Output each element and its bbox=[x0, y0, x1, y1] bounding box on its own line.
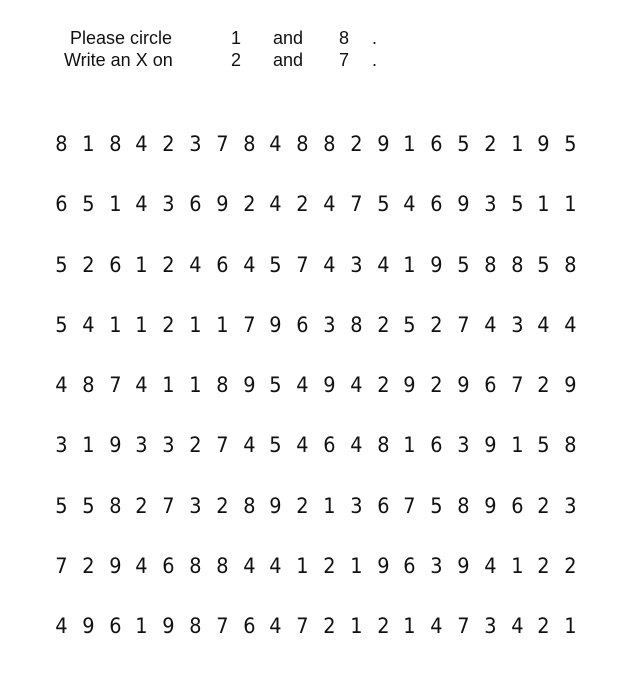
grid-digit[interactable]: 3 bbox=[483, 614, 497, 639]
grid-digit[interactable]: 9 bbox=[403, 373, 416, 398]
grid-digit[interactable]: 2 bbox=[135, 493, 148, 518]
grid-digit[interactable]: 9 bbox=[457, 554, 470, 579]
grid-digit[interactable]: 8 bbox=[376, 433, 390, 458]
grid-digit[interactable]: 1 bbox=[135, 252, 148, 277]
grid-row bbox=[48, 251, 588, 311]
target-number: 2 bbox=[231, 50, 242, 70]
grid-digit[interactable]: 8 bbox=[108, 132, 122, 156]
grid-digit[interactable]: 4 bbox=[483, 554, 497, 579]
grid-digit[interactable]: 8 bbox=[242, 493, 256, 518]
grid-digit[interactable]: 5 bbox=[82, 493, 95, 518]
grid-digit[interactable]: 7 bbox=[242, 312, 256, 337]
grid-digit[interactable]: 2 bbox=[162, 132, 175, 156]
grid-digit[interactable]: 4 bbox=[323, 192, 336, 217]
grid-digit[interactable]: 9 bbox=[483, 493, 497, 518]
grid-digit[interactable]: 4 bbox=[296, 373, 309, 398]
grid-digit[interactable]: 4 bbox=[189, 252, 202, 277]
grid-digit[interactable]: 1 bbox=[350, 614, 363, 639]
grid-digit[interactable]: 7 bbox=[216, 132, 229, 156]
grid-digit[interactable]: 1 bbox=[323, 493, 336, 518]
grid-digit[interactable]: 9 bbox=[457, 192, 470, 217]
grid-digit[interactable]: 1 bbox=[135, 312, 148, 337]
grid-digit[interactable]: 6 bbox=[376, 493, 390, 518]
grid-digit[interactable]: 4 bbox=[403, 192, 416, 217]
grid-digit[interactable]: 4 bbox=[135, 132, 148, 156]
grid-digit[interactable]: 2 bbox=[350, 132, 363, 156]
grid-digit[interactable]: 8 bbox=[82, 373, 95, 398]
grid-digit[interactable]: 2 bbox=[162, 312, 175, 337]
grid-digit[interactable]: 1 bbox=[296, 554, 309, 579]
grid-digit[interactable]: 4 bbox=[430, 614, 443, 639]
grid-digit[interactable]: 4 bbox=[269, 132, 282, 156]
grid-digit[interactable]: 1 bbox=[82, 433, 95, 458]
grid-digit[interactable]: 7 bbox=[457, 312, 470, 337]
grid-digit[interactable]: 5 bbox=[510, 192, 524, 217]
grid-row bbox=[48, 492, 588, 552]
grid-digit[interactable]: 9 bbox=[376, 132, 390, 156]
grid-digit[interactable]: 9 bbox=[483, 433, 497, 458]
grid-digit[interactable]: 8 bbox=[564, 433, 577, 458]
grid-digit[interactable]: 4 bbox=[269, 554, 282, 579]
grid-digit[interactable]: 6 bbox=[483, 373, 497, 398]
grid-digit[interactable]: 5 bbox=[537, 252, 550, 277]
grid-digit[interactable]: 1 bbox=[403, 433, 416, 458]
grid-digit[interactable]: 2 bbox=[376, 614, 390, 639]
grid-digit[interactable]: 1 bbox=[510, 433, 524, 458]
grid-digit[interactable]: 2 bbox=[323, 554, 336, 579]
grid-digit[interactable]: 3 bbox=[510, 312, 524, 337]
grid-digit[interactable]: 5 bbox=[269, 373, 282, 398]
grid-row bbox=[48, 612, 588, 672]
grid-digit[interactable]: 6 bbox=[403, 554, 416, 579]
instruction-label: Write an X on bbox=[64, 50, 173, 70]
grid-digit[interactable]: 3 bbox=[135, 433, 148, 458]
grid-digit[interactable]: 9 bbox=[242, 373, 256, 398]
grid-digit[interactable]: 5 bbox=[55, 252, 68, 277]
grid-digit[interactable]: 2 bbox=[296, 493, 309, 518]
grid-digit[interactable]: 4 bbox=[350, 433, 363, 458]
grid-digit[interactable]: 5 bbox=[403, 312, 416, 337]
instructions bbox=[64, 27, 404, 71]
grid-digit[interactable]: 9 bbox=[376, 554, 390, 579]
grid-digit[interactable]: 4 bbox=[82, 312, 95, 337]
grid-digit[interactable]: 3 bbox=[323, 312, 336, 337]
grid-digit[interactable]: 4 bbox=[510, 614, 524, 639]
grid-digit[interactable]: 4 bbox=[537, 312, 550, 337]
grid-digit[interactable]: 6 bbox=[55, 192, 68, 217]
grid-digit[interactable]: 8 bbox=[350, 312, 363, 337]
grid-digit[interactable]: 7 bbox=[108, 373, 122, 398]
grid-digit[interactable]: 6 bbox=[430, 192, 443, 217]
grid-digit[interactable]: 4 bbox=[376, 252, 390, 277]
grid-digit[interactable]: 8 bbox=[189, 614, 202, 639]
target-number: 1 bbox=[231, 28, 242, 48]
grid-row bbox=[48, 371, 588, 431]
grid-digit[interactable]: 2 bbox=[162, 252, 175, 277]
grid-digit[interactable]: 9 bbox=[269, 493, 282, 518]
grid-digit[interactable]: 3 bbox=[350, 493, 363, 518]
grid-digit[interactable]: 1 bbox=[510, 554, 524, 579]
grid-digit[interactable]: 1 bbox=[403, 614, 416, 639]
grid-digit[interactable]: 4 bbox=[135, 554, 148, 579]
grid-digit[interactable]: 1 bbox=[510, 132, 524, 156]
grid-digit[interactable]: 5 bbox=[564, 132, 577, 156]
instruction-circle bbox=[64, 27, 404, 49]
grid-digit[interactable]: 8 bbox=[216, 554, 229, 579]
grid-digit[interactable]: 1 bbox=[216, 312, 229, 337]
grid-digit[interactable]: 8 bbox=[108, 493, 122, 518]
grid-digit[interactable]: 8 bbox=[457, 493, 470, 518]
target-number: 8 bbox=[339, 28, 350, 48]
grid-digit[interactable]: 7 bbox=[296, 252, 309, 277]
grid-digit[interactable]: 2 bbox=[537, 554, 550, 579]
grid-row bbox=[48, 431, 588, 491]
grid-digit[interactable]: 9 bbox=[430, 252, 443, 277]
grid-digit[interactable]: 6 bbox=[162, 554, 175, 579]
grid-digit[interactable]: 4 bbox=[55, 373, 68, 398]
grid-digit[interactable]: 5 bbox=[269, 433, 282, 458]
grid-digit[interactable]: 6 bbox=[189, 192, 202, 217]
grid-digit[interactable]: 4 bbox=[296, 433, 309, 458]
grid-digit[interactable]: 9 bbox=[457, 373, 470, 398]
grid-digit[interactable]: 4 bbox=[135, 192, 148, 217]
grid-digit[interactable]: 6 bbox=[108, 614, 122, 639]
grid-digit[interactable]: 2 bbox=[376, 373, 390, 398]
grid-digit[interactable]: 1 bbox=[537, 192, 550, 217]
grid-row bbox=[48, 190, 588, 250]
grid-digit[interactable]: 2 bbox=[430, 373, 443, 398]
grid-digit[interactable]: 1 bbox=[403, 132, 416, 156]
grid-digit[interactable]: 5 bbox=[55, 312, 68, 337]
grid-digit[interactable]: 9 bbox=[108, 554, 122, 579]
instruction-conjunction: and bbox=[273, 50, 304, 70]
grid-digit[interactable]: 7 bbox=[350, 192, 363, 217]
grid-digit[interactable]: 4 bbox=[269, 192, 282, 217]
grid-digit[interactable]: 1 bbox=[189, 373, 202, 398]
grid-digit[interactable]: 7 bbox=[55, 554, 68, 579]
grid-digit[interactable]: 4 bbox=[350, 373, 363, 398]
grid-digit[interactable]: 8 bbox=[323, 132, 336, 156]
grid-digit[interactable]: 3 bbox=[162, 433, 175, 458]
grid-digit[interactable]: 1 bbox=[403, 252, 416, 277]
instruction-conjunction: and bbox=[273, 28, 304, 48]
instruction-cross bbox=[64, 49, 404, 71]
grid-digit[interactable]: 3 bbox=[189, 132, 202, 156]
grid-digit[interactable]: 1 bbox=[350, 554, 363, 579]
grid-digit[interactable]: 2 bbox=[537, 373, 550, 398]
grid-digit[interactable]: 1 bbox=[189, 312, 202, 337]
grid-digit[interactable]: 2 bbox=[376, 312, 390, 337]
grid-digit[interactable]: 3 bbox=[189, 493, 202, 518]
grid-digit[interactable]: 3 bbox=[430, 554, 443, 579]
grid-digit[interactable]: 3 bbox=[457, 433, 470, 458]
grid-digit[interactable]: 3 bbox=[350, 252, 363, 277]
grid-digit[interactable]: 2 bbox=[82, 252, 95, 277]
grid-digit[interactable]: 2 bbox=[564, 554, 577, 579]
grid-digit[interactable]: 6 bbox=[510, 493, 524, 518]
grid-digit[interactable]: 2 bbox=[483, 132, 497, 156]
grid-digit[interactable]: 4 bbox=[269, 614, 282, 639]
grid-digit[interactable]: 4 bbox=[135, 373, 148, 398]
instruction-period: . bbox=[372, 28, 378, 48]
grid-digit[interactable]: 6 bbox=[430, 433, 443, 458]
grid-digit[interactable]: 1 bbox=[162, 373, 175, 398]
grid-digit[interactable]: 9 bbox=[537, 132, 550, 156]
grid-digit[interactable]: 1 bbox=[108, 312, 122, 337]
grid-digit[interactable]: 7 bbox=[216, 614, 229, 639]
grid-digit[interactable]: 6 bbox=[108, 252, 122, 277]
grid-digit[interactable]: 8 bbox=[242, 132, 256, 156]
grid-digit[interactable]: 8 bbox=[189, 554, 202, 579]
grid-digit[interactable]: 9 bbox=[269, 312, 282, 337]
grid-digit[interactable]: 8 bbox=[55, 132, 68, 156]
grid-digit[interactable]: 4 bbox=[55, 614, 68, 639]
grid-digit[interactable]: 2 bbox=[296, 192, 309, 217]
grid-digit[interactable]: 9 bbox=[82, 614, 95, 639]
grid-digit[interactable]: 5 bbox=[457, 132, 470, 156]
grid-digit[interactable]: 6 bbox=[296, 312, 309, 337]
grid-digit[interactable]: 2 bbox=[189, 433, 202, 458]
grid-digit[interactable]: 5 bbox=[430, 493, 443, 518]
grid-digit[interactable]: 4 bbox=[242, 252, 256, 277]
grid-digit[interactable]: 8 bbox=[216, 373, 229, 398]
grid-digit[interactable]: 5 bbox=[269, 252, 282, 277]
grid-digit[interactable]: 9 bbox=[162, 614, 175, 639]
grid-digit[interactable]: 3 bbox=[55, 433, 68, 458]
grid-digit[interactable]: 5 bbox=[55, 493, 68, 518]
grid-digit[interactable]: 4 bbox=[242, 554, 256, 579]
grid-digit[interactable]: 1 bbox=[82, 132, 95, 156]
grid-digit[interactable]: 5 bbox=[82, 192, 95, 217]
grid-digit[interactable]: 4 bbox=[483, 312, 497, 337]
grid-digit[interactable]: 2 bbox=[242, 192, 256, 217]
instruction-period: . bbox=[372, 50, 378, 70]
grid-digit[interactable]: 7 bbox=[296, 614, 309, 639]
grid-digit[interactable]: 1 bbox=[564, 192, 577, 217]
grid-digit[interactable]: 7 bbox=[162, 493, 175, 518]
grid-digit[interactable]: 2 bbox=[537, 614, 550, 639]
grid-digit[interactable]: 8 bbox=[564, 252, 577, 277]
grid-digit[interactable]: 9 bbox=[323, 373, 336, 398]
grid-digit[interactable]: 8 bbox=[483, 252, 497, 277]
grid-digit[interactable]: 6 bbox=[242, 614, 256, 639]
grid-digit[interactable]: 4 bbox=[323, 252, 336, 277]
grid-digit[interactable]: 7 bbox=[510, 373, 524, 398]
grid-digit[interactable]: 9 bbox=[108, 433, 122, 458]
grid-digit[interactable]: 7 bbox=[457, 614, 470, 639]
grid-digit[interactable]: 4 bbox=[564, 312, 577, 337]
instruction-label: Please circle bbox=[70, 28, 173, 48]
grid-digit[interactable]: 3 bbox=[162, 192, 175, 217]
grid-digit[interactable]: 6 bbox=[430, 132, 443, 156]
grid-digit[interactable]: 6 bbox=[216, 252, 229, 277]
grid-digit[interactable]: 1 bbox=[564, 614, 577, 639]
grid-digit[interactable]: 8 bbox=[510, 252, 524, 277]
grid-digit[interactable]: 2 bbox=[216, 493, 229, 518]
grid-digit[interactable]: 5 bbox=[376, 192, 390, 217]
grid-row bbox=[48, 130, 588, 190]
grid-digit[interactable]: 9 bbox=[564, 373, 577, 398]
grid-digit[interactable]: 2 bbox=[323, 614, 336, 639]
grid-digit[interactable]: 7 bbox=[216, 433, 229, 458]
number-grid bbox=[48, 130, 588, 673]
grid-digit[interactable]: 2 bbox=[82, 554, 95, 579]
grid-row bbox=[48, 552, 588, 612]
grid-digit[interactable]: 1 bbox=[108, 192, 122, 217]
target-number: 7 bbox=[339, 50, 350, 70]
grid-digit[interactable]: 3 bbox=[483, 192, 497, 217]
grid-digit[interactable]: 5 bbox=[537, 433, 550, 458]
grid-digit[interactable]: 9 bbox=[216, 192, 229, 217]
grid-digit[interactable]: 2 bbox=[430, 312, 443, 337]
grid-digit[interactable]: 8 bbox=[296, 132, 309, 156]
grid-digit[interactable]: 1 bbox=[135, 614, 148, 639]
grid-digit[interactable]: 4 bbox=[242, 433, 256, 458]
grid-digit[interactable]: 3 bbox=[564, 493, 577, 518]
grid-digit[interactable]: 2 bbox=[537, 493, 550, 518]
grid-digit[interactable]: 6 bbox=[323, 433, 336, 458]
grid-row bbox=[48, 311, 588, 371]
grid-digit[interactable]: 5 bbox=[457, 252, 470, 277]
grid-digit[interactable]: 7 bbox=[403, 493, 416, 518]
